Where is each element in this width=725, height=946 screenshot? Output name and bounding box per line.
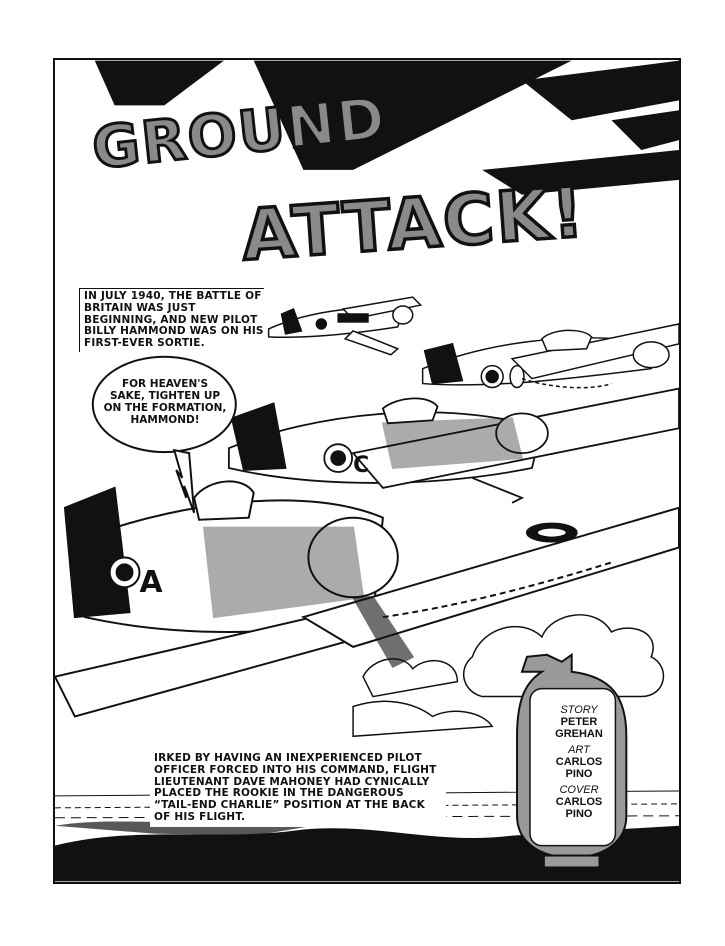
plane-code-middle: C — [353, 452, 370, 478]
credit-cover-name-2: PINO — [565, 808, 593, 821]
plane-middle — [229, 389, 679, 503]
credits-block — [531, 700, 627, 821]
credit-art-name-2: PINO — [565, 768, 593, 781]
speech-bubble-text: FOR HEAVEN'S SAKE, TIGHTEN UP ON THE FORMATION, HAMMOND! — [103, 378, 227, 427]
credit-story-name-1: PETER — [560, 716, 598, 728]
credit-art-name-1: CARLOS — [555, 756, 603, 769]
credit-story-name-2: GREHAN — [555, 728, 603, 741]
intro-caption: IN JULY 1940, THE BATTLE OF BRITAIN WAS JUST BEGINNING, AND NEW PILOT BILLY HAMMOND WAS ON HIS FIRST-EVER SORTIE. — [79, 288, 264, 352]
comic-panel — [53, 58, 681, 884]
credit-cover-role: COVER — [559, 784, 599, 797]
plane-code-lead: A — [139, 565, 163, 601]
title-line1: GROUND — [89, 84, 391, 183]
bottom-caption: IRKED BY HAVING AN INEXPERIENCED PILOT OFFICER FORCED INTO HIS COMMAND, FLIGHT LIEUTENANT DAVE MAHONEY HAD CYNICALLY PLACED THE ROOKIE IN THE DANGEROUS “TAIL-END CHARLIE” POSITION AT THE BACK OF HIS FLIGHT. — [150, 750, 446, 827]
credit-art-role: ART — [568, 744, 590, 757]
credit-cover-name-1: CARLOS — [555, 796, 603, 809]
title-line2: ATTACK! — [239, 171, 589, 277]
credit-story-role: STORY — [560, 704, 598, 716]
